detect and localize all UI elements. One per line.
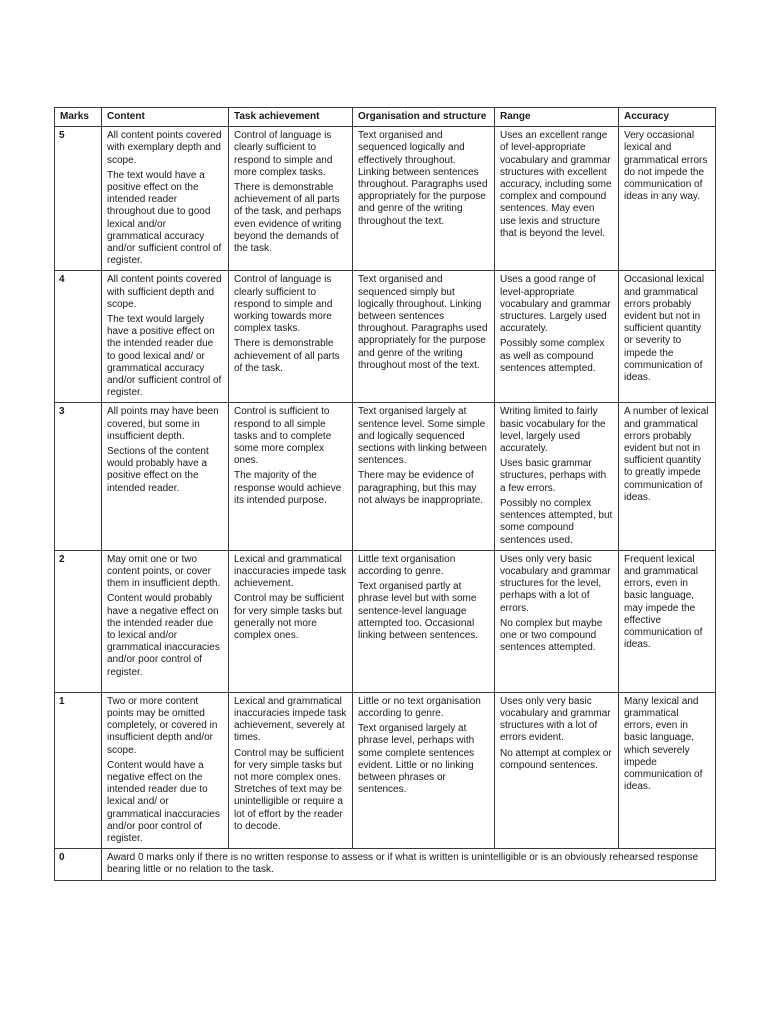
cell-paragraph: Text organised and sequenced logically and effectively throughout. Linking between sentences throughout. Paragraphs used appropriately for the purpose and genre of the writing throughout the text. — [358, 130, 488, 227]
cell-paragraph: Possibly no complex sentences attempted, but some compound sentences used. — [500, 497, 613, 546]
cell-paragraph: The majority of the response would achieve its intended purpose. — [234, 470, 342, 506]
range-cell — [495, 550, 619, 692]
cell-paragraph: Lexical and grammatical inaccuracies impede task achievement. — [234, 553, 347, 590]
cell-paragraph: Frequent lexical and grammatical errors, even in basic language, may impede the effective communication of ideas. — [624, 553, 703, 651]
cell-paragraph: Text organised partly at phrase level but with some sentence-level language attempted too. Occasional linking between sentences. — [358, 581, 479, 641]
task-cell — [229, 692, 353, 848]
header-accuracy: Accuracy — [619, 108, 716, 127]
organisation-cell — [353, 127, 495, 271]
range-cell — [495, 271, 619, 403]
cell-paragraph: All content points covered with sufficient depth and scope. — [107, 274, 222, 310]
cell-paragraph: Content would have a negative effect on the intended reader due to lexical and/ or grammatical inaccuracies and/or poor control of register. — [107, 759, 220, 844]
accuracy-cell — [619, 692, 716, 848]
accuracy-cell — [619, 127, 716, 271]
organisation-cell — [353, 692, 495, 848]
cell-paragraph: Occasional lexical and grammatical errors probably evident but not in sufficient quantity or severity to impede the communication of ideas. — [624, 274, 705, 384]
cell-paragraph: Text organised largely at sentence level. Some simple and logically sequenced sections with linking between sentences. — [358, 406, 487, 467]
cell-paragraph: Control of language is clearly sufficient to respond to simple and more complex tasks. — [234, 130, 333, 178]
content-cell — [102, 550, 229, 692]
range-cell — [495, 127, 619, 271]
organisation-cell — [353, 271, 495, 403]
mark-cell: 4 — [55, 271, 102, 403]
table-row — [55, 271, 716, 403]
organisation-cell — [353, 550, 495, 692]
cell-paragraph: Content would probably have a negative effect on the intended reader due to lexical and/or grammatical inaccuracies and/or poor control of register. — [107, 593, 220, 678]
cell-paragraph: Very occasional lexical and grammatical errors do not impede the communication of ideas in any way. — [624, 130, 708, 203]
cell-paragraph: Text organised and sequenced simply but logically throughout. Linking between sentences throughout. Paragraphs used appropriately for the purpose and genre of the writing throughout most of the text. — [358, 274, 488, 371]
organisation-cell — [353, 403, 495, 550]
task-cell — [229, 271, 353, 403]
cell-paragraph: Uses basic grammar structures, perhaps with a few errors. — [500, 458, 607, 494]
cell-paragraph: The text would have a positive effect on the intended reader throughout due to good lexical and/or grammatical accuracy and/or sufficient control of register. — [107, 169, 222, 267]
cell-paragraph: Control of language is clearly sufficient to respond to simple and working towards more complex tasks. — [234, 274, 333, 335]
cell-paragraph: Uses only very basic vocabulary and grammar structures with a lot of errors evident. — [500, 695, 611, 744]
header-marks: Marks — [55, 108, 102, 127]
mark-cell: 3 — [55, 403, 102, 550]
cell-paragraph: Writing limited to fairly basic vocabulary for the level, largely used accurately. — [500, 406, 606, 455]
cell-paragraph: Many lexical and grammatical errors, even in basic language, which severely impede communication of ideas. — [624, 695, 703, 793]
cell-paragraph: All points may have been covered, but some in insufficient depth. — [107, 406, 219, 442]
cell-paragraph: There is demonstrable achievement of all parts of the task, and perhaps even evidence of writing beyond the demands of the task. — [234, 182, 342, 255]
marking-rubric-table — [54, 107, 716, 881]
table-row — [55, 127, 716, 271]
cell-paragraph: Sections of the content would probably have a positive effect on the intended reader. — [107, 446, 209, 494]
cell-paragraph: Text organised largely at phrase level, perhaps with some complete sentences evident. Little or no linking between phrases or sentences. — [358, 723, 475, 796]
content-cell — [102, 403, 229, 550]
cell-paragraph: May omit one or two content points, or cover them in insufficient depth. — [107, 553, 221, 590]
zero-mark-description: Award 0 marks only if there is no written response to assess or if what is written is unintelligible or is an obviously rehearsed response bearing little or no relation to the task. — [102, 849, 716, 880]
accuracy-cell — [619, 403, 716, 550]
table-row-zero — [55, 849, 716, 880]
cell-paragraph: Control is sufficient to respond to all simple tasks and to complete some more complex ones. — [234, 406, 332, 467]
task-cell — [229, 550, 353, 692]
cell-paragraph: No complex but maybe one or two compound sentences attempted. — [500, 617, 603, 654]
header-range: Range — [495, 108, 619, 127]
mark-cell: 2 — [55, 550, 102, 692]
cell-paragraph: Uses only very basic vocabulary and grammar structures for the level, perhaps with a lot of errors. — [500, 553, 611, 614]
content-cell — [102, 271, 229, 403]
accuracy-cell — [619, 271, 716, 403]
cell-paragraph: There is demonstrable achievement of all parts of the task. — [234, 338, 340, 374]
header-content: Content — [102, 108, 229, 127]
header-organisation: Organisation and structure — [353, 108, 495, 127]
table-row — [55, 550, 716, 692]
table-row — [55, 692, 716, 848]
cell-paragraph: Control may be sufficient for very simple tasks but not more complex ones. Stretches of text may be unintelligible or require a lot of effort by the reader to decode. — [234, 747, 344, 832]
mark-cell: 0 — [55, 849, 102, 880]
content-cell — [102, 692, 229, 848]
cell-paragraph: Possibly some complex as well as compound sentences attempted. — [500, 338, 605, 374]
cell-paragraph: Little text organisation according to genre. — [358, 553, 456, 577]
cell-paragraph: Little or no text organisation according to genre. — [358, 695, 481, 719]
header-row — [55, 108, 716, 127]
cell-paragraph: The text would largely have a positive effect on the intended reader due to good lexical and/ or grammatical accuracy and/or sufficient control of register. — [107, 314, 222, 399]
cell-paragraph: Uses an excellent range of level-appropriate vocabulary and grammar structures with excellent accuracy, including some complex and compound sentences. May even use lexis and structure that is beyond the level. — [500, 130, 612, 239]
cell-paragraph: Two or more content points may be omitted completely, or covered in insufficient depth and/or scope. — [107, 695, 218, 756]
range-cell — [495, 692, 619, 848]
mark-cell: 1 — [55, 692, 102, 848]
cell-paragraph: All content points covered with exemplary depth and scope. — [107, 130, 222, 166]
mark-cell: 5 — [55, 127, 102, 271]
range-cell — [495, 403, 619, 550]
cell-paragraph: Lexical and grammatical inaccuracies impede task achievement, severely at times. — [234, 695, 347, 744]
cell-paragraph: No attempt at complex or compound sentences. — [500, 747, 612, 771]
cell-paragraph: Control may be sufficient for very simple tasks but generally not more complex ones. — [234, 593, 344, 641]
header-task-achievement: Task achievement — [229, 108, 353, 127]
cell-paragraph: Uses a good range of level-appropriate vocabulary and grammar structures. Largely used accurately. — [500, 274, 611, 335]
task-cell — [229, 403, 353, 550]
cell-paragraph: There may be evidence of paragraphing, but this may not always be inappropriate. — [358, 470, 484, 506]
task-cell — [229, 127, 353, 271]
cell-paragraph: A number of lexical and grammatical errors probably evident but not in sufficient quantity to greatly impede communication of ideas. — [624, 406, 709, 503]
accuracy-cell — [619, 550, 716, 692]
content-cell — [102, 127, 229, 271]
table-row — [55, 403, 716, 550]
